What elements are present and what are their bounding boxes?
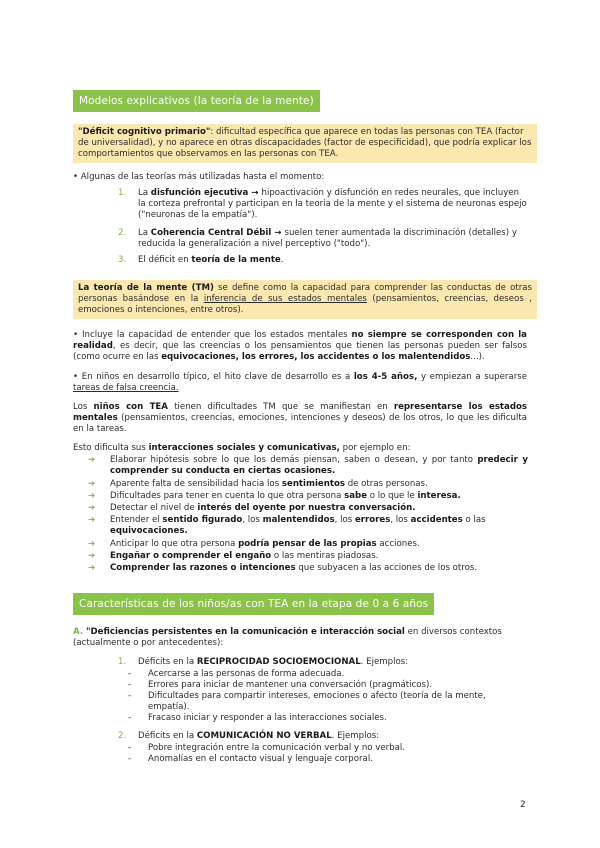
highlight-box-cognitive-deficit [73,124,537,163]
highlight-box-theory-of-mind: La teoría de la mente (TM) se define como la capacidad para comprender las conductas de otras personas basándose en la inferencia de sus estados mentales (pensamientos, creencias, deseos , emociones o intenciones, entre otros). [73,280,537,319]
list-item: - Fracaso iniciar y responder a las interacciones sociales. [128,713,387,723]
list-item: ➔ Detectar el nivel de interés del oyente por nuestra conversación. [88,503,416,513]
list-item: - Pobre integración entre la comunicación verbal y no verbal. [128,743,406,753]
paragraph-development: • En niños en desarrollo típico, el hito clave de desarrollo es a los 4-5 años, y empiezan a superarse tareas de falsa creencia. [73,372,527,393]
deficit-examples [128,743,528,765]
section-title: Características de los niños/as con TEA en la etapa de 0 a 6 años [79,598,429,610]
bold-term: "Déficit cognitivo primario" [78,127,211,137]
arrow-icon: ➔ [88,539,96,549]
paragraph-difficulties: Esto dificulta sus interacciones sociales y comunicativas, por ejemplo en: [73,443,411,453]
list-item: ➔ Entender el sentido figurado, los malentendidos, los errores, los accidentes o las equivocaciones. [88,515,528,539]
list-item: - Dificultades para compartir intereses, emociones o afecto (teoría de la mente, empatía). [128,691,486,712]
list-item: ➔ Comprender las razones o intenciones que subyacen a las acciones de los otros. [88,563,478,573]
box-text: : dificultad específica que aparece en todas las personas con TEA (factor de universalidad), y no aparece en otras discapacidades (factor de especificidad), que podría explicar los comportamientos que observamos en las personas con TEA. [78,127,532,159]
criterion-a: A. "Deficiencias persistentes en la comunicación e interacción social en diversos contextos (actualmente o por antecedentes): [73,627,502,648]
list-number: 2. [118,228,127,238]
arrow-icon: ➔ [88,479,96,489]
list-number: 1. [118,188,127,198]
section-heading-models [73,90,320,112]
list-item: - Errores para iniciar de mantener una conversación (pragmáticos). [128,680,433,690]
list-number: 1. [118,657,127,667]
list-item: ➔ Engañar o comprender el engaño o las mentiras piadosas. [88,551,379,561]
examples-list [88,455,528,575]
theory-item: 3. El déficit en teoría de la mente. [118,255,284,265]
list-item: - Anomalías en el contacto visual y lenguaje corporal. [128,754,373,764]
deficit-examples [128,669,528,724]
arrow-icon: ➔ [88,503,96,513]
section-heading-characteristics [73,593,434,615]
list-item: ➔ Aparente falta de sensibilidad hacia los sentimientos de otras personas. [88,479,428,489]
deficit-item: 2. Déficits en la COMUNICACIÓN NO VERBAL. Ejemplos: [118,731,380,741]
theories-intro: • Algunas de las teorías más utilizadas hasta el momento: [73,172,325,182]
list-number: 2. [118,731,127,741]
page-number: 2 [520,800,526,810]
list-item: ➔ Dificultades para tener en cuenta lo que otra persona sabe o lo que le interesa. [88,491,461,501]
arrow-icon: ➔ [88,563,96,573]
list-item: ➔ Elaborar hipótesis sobre lo que los demás piensan, saben o desean, y por tanto predecir y comprender su conducta en ciertas ocasiones. [88,455,528,479]
list-number: 3. [118,255,127,265]
theory-item: 1. La disfunción ejecutiva → hipoactivación y disfunción en redes neurales, que incluyen la corteza prefrontal y participan en la teoría de la mente y el sistema de neuronas espejo ("neuronas de la empatía"). [118,188,527,220]
paragraph-mental-states: • Incluye la capacidad de entender que los estados mentales no siempre se corresponden con la realidad, es decir, que las creencias o los pensamientos que tienen las personas pueden ser falsos (como ocurre en las equivocaciones, los errores, los accidentes o los malentendidos...). [73,330,527,362]
arrow-icon: ➔ [88,455,96,465]
theory-item: 2. La Coherencia Central Débil → suelen tener aumentada la discriminación (detalles) y reducida la generalización a nivel perceptivo ("todo"). [118,228,517,249]
paragraph-tea-children: Los niños con TEA tienen dificultades TM que se manifiestan en representarse los estados mentales (pensamientos, creencias, emociones, intenciones y deseos) de los otros, lo que les dificulta en la tareas. [73,402,528,434]
arrow-icon: ➔ [88,551,96,561]
arrow-icon: ➔ [88,515,96,525]
section-title: Modelos explicativos (la teoría de la mente) [79,95,314,107]
criterion-label: A. [73,627,84,637]
list-item: - Acercarse a las personas de forma adecuada. [128,669,345,679]
deficit-item: 1. Déficits en la RECIPROCIDAD SOCIOEMOCIONAL. Ejemplos: [118,657,409,667]
arrow-icon: ➔ [88,491,96,501]
list-item: ➔ Anticipar lo que otra persona podría pensar de las propias acciones. [88,539,420,549]
